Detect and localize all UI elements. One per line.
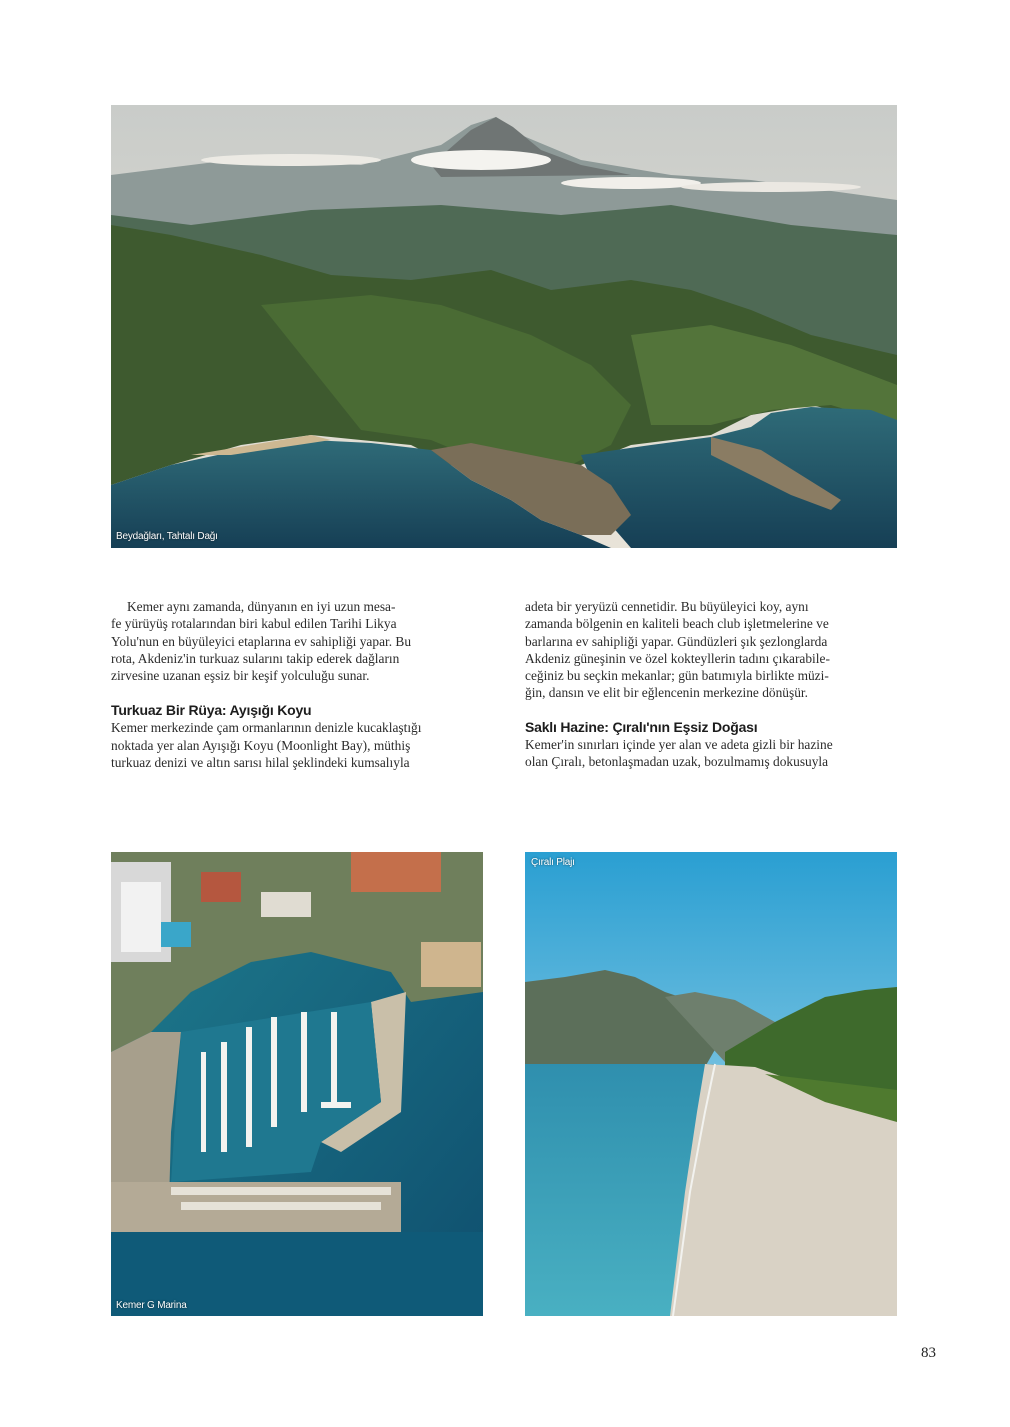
intro-line: Kemer aynı zamanda, dünyanın en iyi uzun mesa- <box>127 599 396 614</box>
photo-kemer-marina <box>111 852 483 1316</box>
photo-beydaglari <box>111 105 897 548</box>
intro-line: zirvesine uzanan eşsiz bir keşif yolculuğu sunar. <box>111 668 370 684</box>
section-line: turkuaz denizi ve altın sarısı hilal şeklindeki kumsalıyla <box>111 755 410 771</box>
left-text-column <box>111 598 483 771</box>
intro-line: fe yürüyüş rotalarından biri kabul edilen Tarihi Likya <box>111 616 397 632</box>
caption-kemer-marina: Kemer G Marina <box>116 1300 187 1311</box>
intro-line: Akdeniz güneşinin ve özel kokteyllerin tadını çıkarabile- <box>525 650 830 666</box>
page-number: 83 <box>921 1345 936 1361</box>
intro-line: adeta bir yeryüzü cennetidir. Bu büyüleyici koy, aynı <box>525 599 809 614</box>
section-line: Kemer merkezinde çam ormanlarının denizle kucaklaştığı <box>111 720 422 736</box>
intro-line: zamanda bölgenin en kaliteli beach club işletmelerine ve <box>525 616 829 632</box>
section-line: noktada yer alan Ayışığı Koyu (Moonlight Bay), müthiş <box>111 737 411 753</box>
right-text-column <box>525 598 897 770</box>
section-line: Kemer'in sınırları içinde yer alan ve adeta gizli bir hazine <box>525 736 833 752</box>
section-heading-cirali: Saklı Hazine: Çıralı'nın Eşsiz Doğası <box>525 718 758 735</box>
section-heading-ayisigi: Turkuaz Bir Rüya: Ayışığı Koyu <box>111 702 312 719</box>
intro-line: ceğiniz bu seçkin mekanlar; gün batımıyla birlikte müzi- <box>525 668 829 684</box>
caption-cirali-plaji: Çıralı Plajı <box>531 857 575 868</box>
section-line: olan Çıralı, betonlaşmadan uzak, bozulmamış dokusuyla <box>525 754 829 770</box>
photo-cirali-plaji <box>525 852 897 1316</box>
intro-line: barlarına ev sahipliği yapar. Gündüzleri şık şezlonglarda <box>525 633 828 649</box>
intro-line: rota, Akdeniz'in turkuaz sularını takip ederek dağların <box>111 650 400 666</box>
intro-line: Yolu'nun en büyüleyici etaplarına ev sahipliği yapar. Bu <box>111 633 412 649</box>
intro-line: ğin, dansın ve elit bir eğlencenin merkezine dönüşür. <box>525 685 808 701</box>
caption-beydaglari: Beydağları, Tahtalı Dağı <box>116 531 218 542</box>
